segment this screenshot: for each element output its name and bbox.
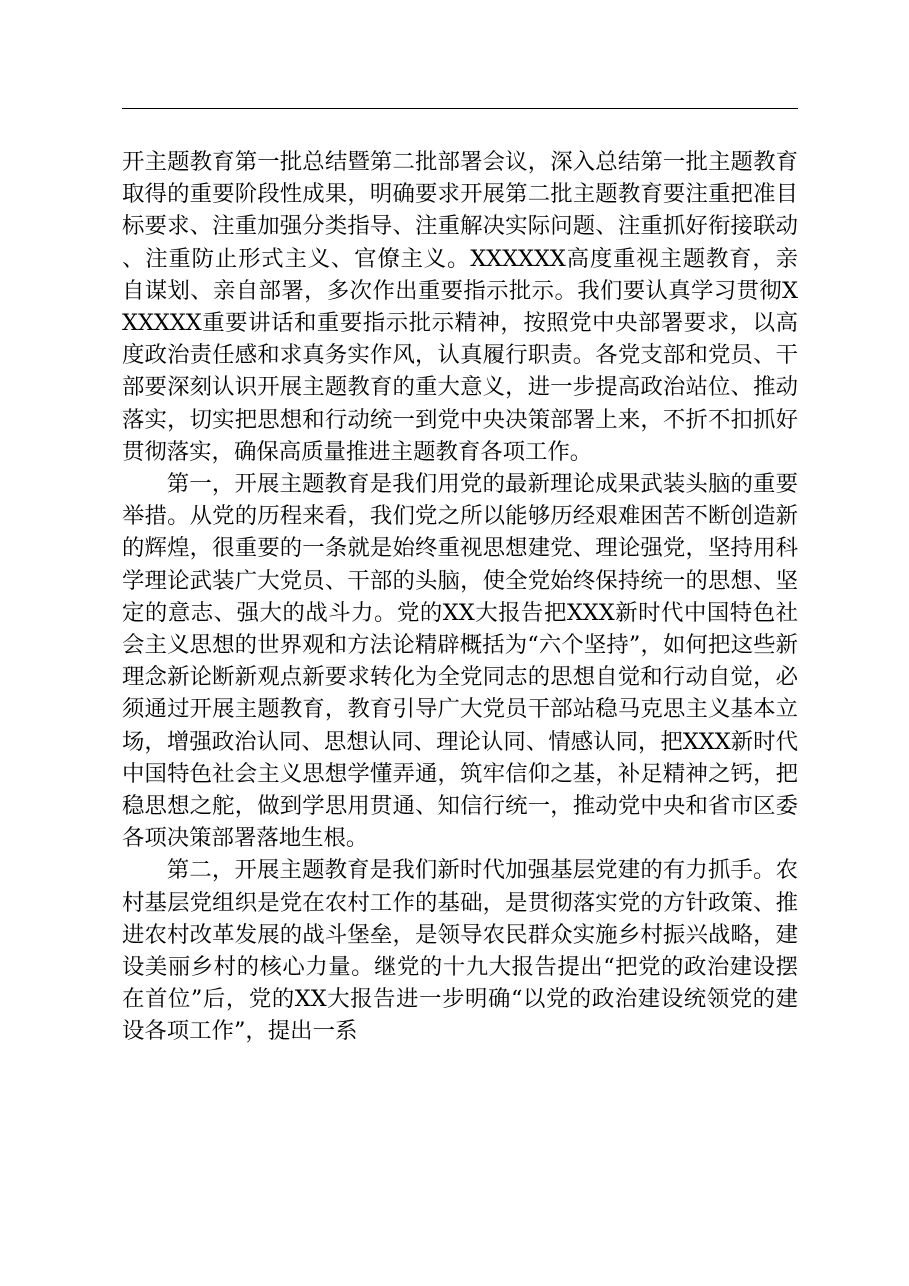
- header-rule: [122, 108, 798, 109]
- paragraph-2: 第一，开展主题教育是我们用党的最新理论成果武装头脑的重要举措。从党的历程来看，我们党之所以能够历经艰难困苦不断创造新的辉煌，很重要的一条就是始终重视思想建党、理论强党，坚持用科学理论武装广大党员、干部的头脑，使全党始终保持统一的思想、坚定的意志、强大的战斗力。党的XX大报告把XXX新时代中国特色社会主义思想的世界观和方法论精辟概括为“六个坚持”，如何把这些新理念新论断新观点新要求转化为全党同志的思想自觉和行动自觉，必须通过开展主题教育，教育引导广大党员干部站稳马克思主义基本立场，增强政治认同、思想认同、理论认同、情感认同，把XXX新时代中国特色社会主义思想学懂弄通，筑牢信仰之基，补足精神之钙，把稳思想之舵，做到学思用贯通、知信行统一，推动党中央和省市区委各项决策部署落地生根。: [122, 471, 798, 852]
- document-body: [122, 146, 798, 1048]
- paragraph-3: 第二，开展主题教育是我们新时代加强基层党建的有力抓手。农村基层党组织是党在农村工作的基础，是贯彻落实党的方针政策、推进农村改革发展的战斗堡垒，是领导农民群众实施乡村振兴战略，建设美丽乡村的核心力量。继党的十九大报告提出“把党的政治建设摆在首位”后，党的XX大报告进一步明确“以党的政治建设统领党的建设各项工作”，提出一系: [122, 857, 798, 1045]
- paragraph-1: 开主题教育第一批总结暨第二批部署会议，深入总结第一批主题教育取得的重要阶段性成果，明确要求开展第二批主题教育要注重把准目标要求、注重加强分类指导、注重解决实际问题、注重抓好衔接联动、注重防止形式主义、官僚主义。XXXXXX高度重视主题教育，亲自谋划、亲自部署，多次作出重要指示批示。我们要认真学习贯彻XXXXXX重要讲话和重要指示批示精神，按照党中央部署要求，以高度政治责任感和求真务实作风，认真履行职责。各党支部和党员、干部要深刻认识开展主题教育的重大意义，进一步提高政治站位、推动落实，切实把思想和行动统一到党中央决策部署上来，不折不扣抓好贯彻落实，确保高质量推进主题教育各项工作。: [122, 149, 798, 465]
